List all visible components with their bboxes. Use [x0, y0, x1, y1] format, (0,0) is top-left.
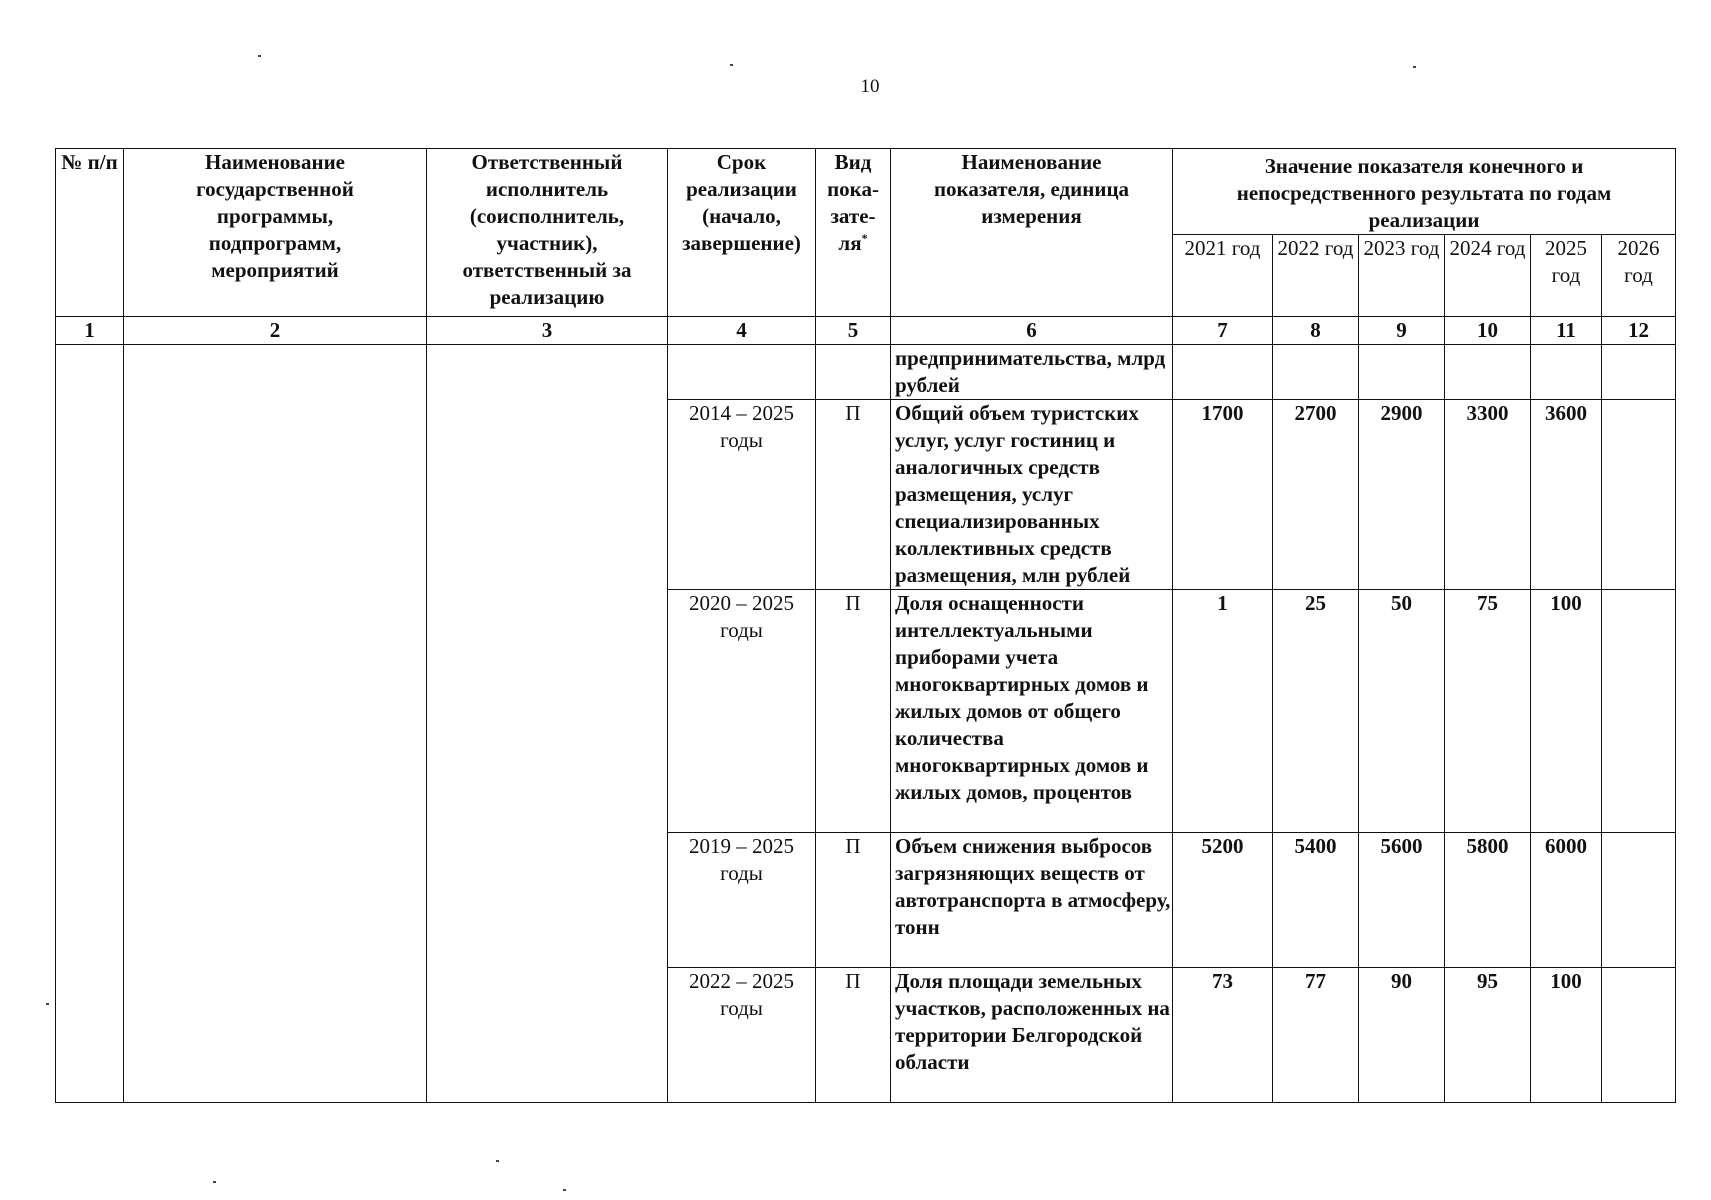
cell-value: 5400	[1273, 833, 1359, 968]
cell-value	[1602, 590, 1676, 833]
cell-term: 2014 – 2025 годы	[668, 400, 816, 590]
scan-speck	[258, 55, 261, 57]
cell-value: 3600	[1531, 400, 1602, 590]
cell-value: 3300	[1445, 400, 1531, 590]
cell-type: П	[816, 590, 891, 833]
scan-speck	[46, 1003, 49, 1005]
cell-indicator: Доля оснащенности интеллектуальными приборами учета многоквартирных домов и жилых домов от общего количества многоквартирных домов и жилых домов, процентов	[891, 590, 1173, 833]
cell-value: 5600	[1359, 833, 1445, 968]
header-year: 2025 год	[1531, 235, 1602, 317]
cell-value: 95	[1445, 968, 1531, 1103]
header-type: Вид пока-зате-ля*	[816, 149, 891, 317]
column-number: 5	[816, 317, 891, 345]
cell-value: 25	[1273, 590, 1359, 833]
cell-value: 1	[1173, 590, 1273, 833]
header-year: 2024 год	[1445, 235, 1531, 317]
cell-no	[56, 345, 124, 1103]
cell-term: 2022 – 2025 годы	[668, 968, 816, 1103]
column-number: 7	[1173, 317, 1273, 345]
page-number: 10	[860, 76, 880, 97]
header-no: № п/п	[56, 149, 124, 317]
header-indicator: Наименование показателя, единица измерения	[891, 149, 1173, 317]
table-row	[56, 345, 1676, 400]
column-number: 11	[1531, 317, 1602, 345]
cell-value	[1602, 345, 1676, 400]
cell-value: 75	[1445, 590, 1531, 833]
cell-value	[1359, 345, 1445, 400]
cell-type: П	[816, 968, 891, 1103]
header-program: Наименование государственной программы, подпрограмм, мероприятий	[124, 149, 427, 317]
cell-type: П	[816, 400, 891, 590]
cell-value: 2900	[1359, 400, 1445, 590]
cell-value	[1273, 345, 1359, 400]
column-number: 6	[891, 317, 1173, 345]
cell-type: П	[816, 833, 891, 968]
cell-indicator: Доля площади земельных участков, расположенных на территории Белгородской области	[891, 968, 1173, 1103]
indicators-table	[55, 148, 1676, 1103]
cell-value: 77	[1273, 968, 1359, 1103]
cell-value: 100	[1531, 590, 1602, 833]
cell-value	[1602, 833, 1676, 968]
header-values: Значение показателя конечного и непосредственного результата по годам реализации	[1173, 149, 1676, 235]
cell-value: 73	[1173, 968, 1273, 1103]
scan-speck	[563, 1189, 566, 1191]
column-number: 10	[1445, 317, 1531, 345]
header-year: 2023 год	[1359, 235, 1445, 317]
cell-value: 50	[1359, 590, 1445, 833]
cell-indicator: Общий объем туристских услуг, услуг гостиниц и аналогичных средств размещения, услуг специализированных коллективных средств размещения, млн рублей	[891, 400, 1173, 590]
cell-value: 2700	[1273, 400, 1359, 590]
cell-value: 1700	[1173, 400, 1273, 590]
cell-executor	[427, 345, 668, 1103]
cell-indicator: Объем снижения выбросов загрязняющих веществ от автотранспорта в атмосферу, тонн	[891, 833, 1173, 968]
scan-speck	[213, 1181, 216, 1183]
column-number: 12	[1602, 317, 1676, 345]
header-term: Срок реализации (начало, завершение)	[668, 149, 816, 317]
footnote-mark: *	[861, 231, 868, 245]
cell-value: 100	[1531, 968, 1602, 1103]
cell-term: 2019 – 2025 годы	[668, 833, 816, 968]
column-number: 9	[1359, 317, 1445, 345]
cell-value: 5800	[1445, 833, 1531, 968]
column-number: 3	[427, 317, 668, 345]
header-executor: Ответственный исполнитель (соисполнитель, участник), ответственный за реализацию	[427, 149, 668, 317]
cell-value	[1602, 968, 1676, 1103]
cell-indicator: предпринимательства, млрд рублей	[891, 345, 1173, 400]
cell-term: 2020 – 2025 годы	[668, 590, 816, 833]
cell-value	[1173, 345, 1273, 400]
cell-value: 5200	[1173, 833, 1273, 968]
cell-value	[1531, 345, 1602, 400]
cell-value	[1602, 400, 1676, 590]
scan-speck	[1413, 66, 1416, 68]
cell-type	[816, 345, 891, 400]
column-number: 8	[1273, 317, 1359, 345]
column-number: 4	[668, 317, 816, 345]
cell-value: 6000	[1531, 833, 1602, 968]
header-year: 2022 год	[1273, 235, 1359, 317]
header-year: 2021 год	[1173, 235, 1273, 317]
column-number: 1	[56, 317, 124, 345]
cell-term	[668, 345, 816, 400]
column-numbers-row	[56, 317, 1676, 345]
cell-value	[1445, 345, 1531, 400]
scan-speck	[496, 1160, 499, 1162]
cell-value: 90	[1359, 968, 1445, 1103]
scan-speck	[730, 64, 733, 66]
column-number: 2	[124, 317, 427, 345]
cell-program	[124, 345, 427, 1103]
header-year: 2026 год	[1602, 235, 1676, 317]
